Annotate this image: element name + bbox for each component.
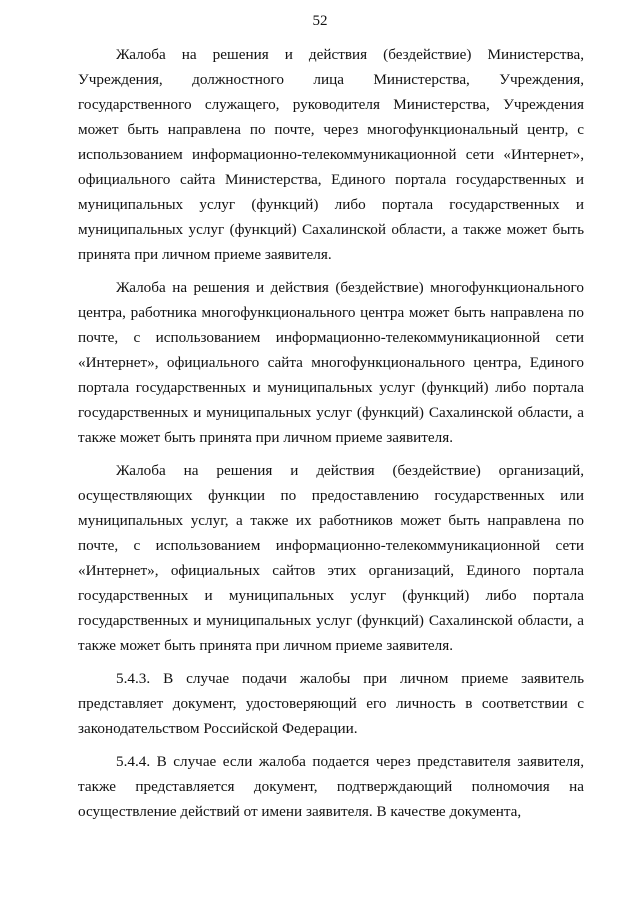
paragraph-complaint-mfc: Жалоба на решения и действия (бездействие) многофункционального центра, работника многофункционального центра может быть направлена по почте, с использованием информационно-телекоммуникационной сети «Интернет», официального сайта многофункционального центра, Единого портала государственных и муниципальных услуг (функций) либо портала государственных и муниципальных услуг (функций) Сахалинской области, а также может быть принята при личном приеме заявителя. [78, 279, 584, 446]
paragraph-section-5-4-3: 5.4.3. В случае подачи жалобы при личном приеме заявитель представляет документ, удостоверяющий его личность в соответствии с законодательством Российской Федерации. [78, 670, 584, 737]
document-body [78, 42, 584, 832]
page-number: 52 [312, 13, 328, 29]
paragraph-section-5-4-4: 5.4.4. В случае если жалоба подается через представителя заявителя, также представляется документ, подтверждающий полномочия на осуществление действий от имени заявителя. В качестве документа, [78, 753, 584, 820]
paragraph-complaint-ministry: Жалоба на решения и действия (бездействие) Министерства, Учреждения, должностного лица Министерства, Учреждения, государственного служащего, руководителя Министерства, Учреждения может быть направлена по почте, через многофункциональный центр, с использованием информационно-телекоммуникационной сети «Интернет», официального сайта Министерства, Единого портала государственных и муниципальных услуг (функций) либо портала государственных и муниципальных услуг (функций) Сахалинской области, а также может быть принята при личном приеме заявителя. [78, 46, 584, 263]
paragraph-complaint-organizations: Жалоба на решения и действия (бездействие) организаций, осуществляющих функции по предоставлению государственных или муниципальных услуг, а также их работников может быть направлена по почте, с использованием информационно-телекоммуникационной сети «Интернет», официальных сайтов этих организаций, Единого портала государственных и муниципальных услуг (функций) либо портала государственных и муниципальных услуг (функций) Сахалинской области, а также может быть принята при личном приеме заявителя. [78, 462, 584, 654]
